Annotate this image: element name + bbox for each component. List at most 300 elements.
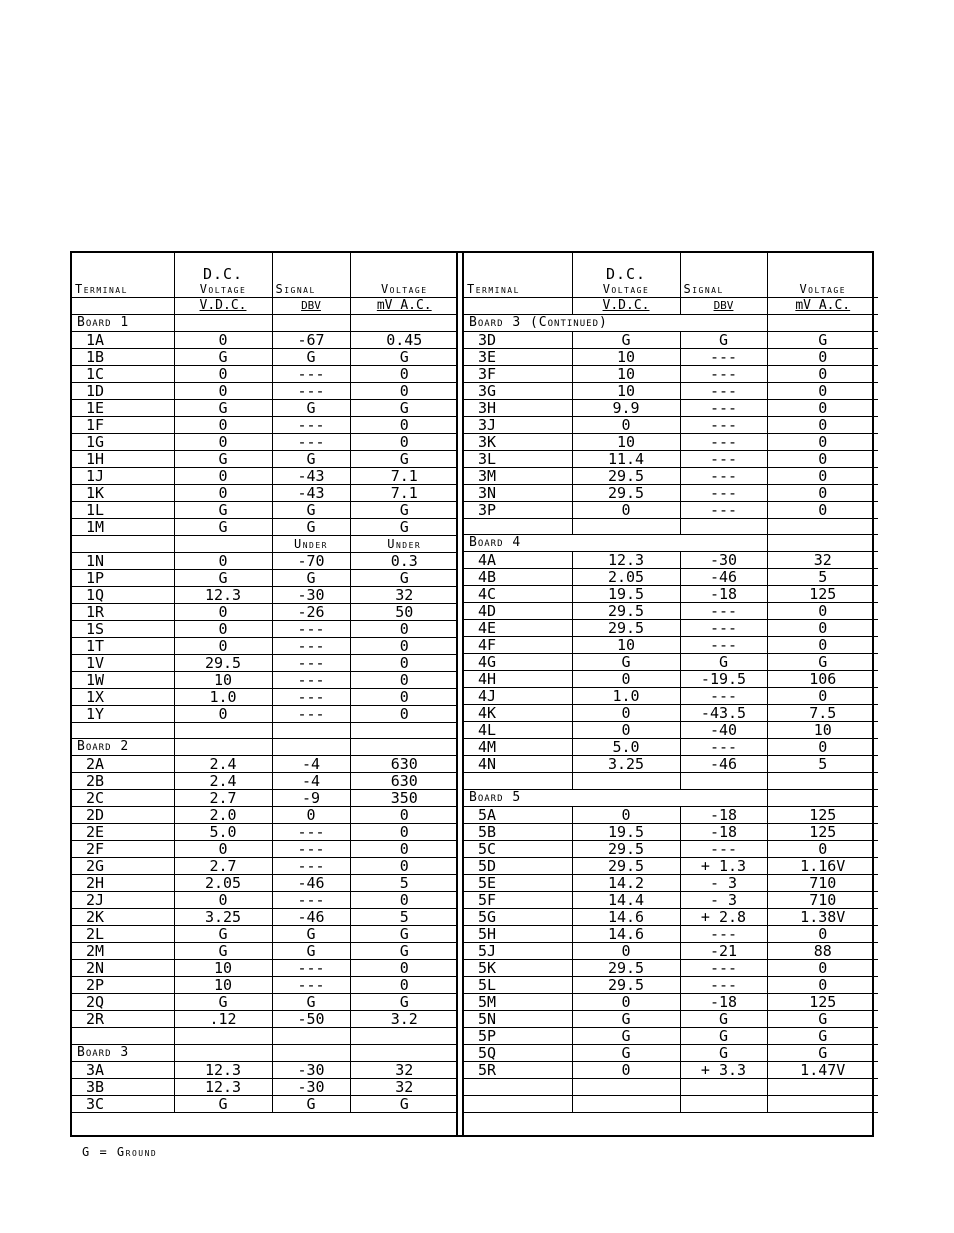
table-row <box>72 790 458 807</box>
terminal-cell: 4N <box>464 756 572 773</box>
terminal-cell: 1N <box>72 552 174 569</box>
signal-cell: -43 <box>272 467 350 484</box>
dc-voltage-cell: 0 <box>174 331 272 348</box>
dc-voltage-cell: 29.5 <box>572 977 680 994</box>
terminal-cell: 5B <box>464 824 572 841</box>
signal-cell: - 3 <box>680 875 767 892</box>
ac-voltage-cell <box>767 1079 878 1096</box>
signal-cell: --- <box>272 416 350 433</box>
terminal-cell: 2F <box>72 841 174 858</box>
ac-voltage-cell: 7.1 <box>350 484 458 501</box>
signal-cell: + 2.8 <box>680 909 767 926</box>
terminal-cell: 1J <box>72 467 174 484</box>
table-row <box>464 688 878 705</box>
signal-cell: --- <box>680 841 767 858</box>
board-label: Board 3 <box>72 1045 174 1062</box>
ac-voltage-cell: 0 <box>350 705 458 722</box>
signal-cell: -18 <box>680 994 767 1011</box>
signal-cell: --- <box>680 977 767 994</box>
terminal-cell: 5E <box>464 875 572 892</box>
dc-voltage-cell <box>174 722 272 739</box>
dc-voltage-cell: 29.5 <box>572 841 680 858</box>
dc-voltage-cell: 2.7 <box>174 858 272 875</box>
table-row <box>464 960 878 977</box>
ac-voltage-cell: 0 <box>350 807 458 824</box>
dc-voltage-cell: 0 <box>572 1062 680 1079</box>
table-row <box>464 365 878 382</box>
ac-voltage-cell: 0 <box>767 467 878 484</box>
ac-voltage-cell: 125 <box>767 807 878 824</box>
dc-voltage-cell: 29.5 <box>174 654 272 671</box>
table-row <box>72 450 458 467</box>
voltage-header: Voltage <box>350 253 458 297</box>
ac-voltage-cell: 0 <box>767 501 878 518</box>
ac-voltage-cell: 0 <box>350 365 458 382</box>
dc-voltage-cell <box>572 1096 680 1113</box>
dc-voltage-cell: 0 <box>572 722 680 739</box>
terminal-cell: 3E <box>464 348 572 365</box>
terminal-cell: 1F <box>72 416 174 433</box>
signal-cell: --- <box>680 620 767 637</box>
terminal-cell: 2H <box>72 875 174 892</box>
signal-cell: -70 <box>272 552 350 569</box>
table-row <box>72 1096 458 1113</box>
ac-voltage-cell: G <box>767 1011 878 1028</box>
dc-voltage-cell: 10 <box>174 671 272 688</box>
ac-voltage-cell: 0 <box>767 450 878 467</box>
ac-voltage-cell: G <box>350 399 458 416</box>
dc-voltage-cell: 14.4 <box>572 892 680 909</box>
terminal-cell: 2G <box>72 858 174 875</box>
table-row <box>464 1096 878 1113</box>
table-row <box>72 467 458 484</box>
terminal-cell: 1V <box>72 654 174 671</box>
signal-cell: --- <box>680 603 767 620</box>
signal-cell: --- <box>272 892 350 909</box>
terminal-cell: 2N <box>72 960 174 977</box>
dc-voltage-cell: 0 <box>174 841 272 858</box>
ac-voltage-cell: G <box>350 518 458 535</box>
table-row <box>72 858 458 875</box>
table-row <box>72 552 458 569</box>
dc-voltage-cell: 0 <box>174 416 272 433</box>
ac-voltage-cell: G <box>350 1096 458 1113</box>
terminal-cell: 3L <box>464 450 572 467</box>
table-row <box>464 875 878 892</box>
dc-voltage-cell: 19.5 <box>572 586 680 603</box>
table-row <box>464 637 878 654</box>
terminal-cell <box>72 535 174 552</box>
signal-cell: --- <box>272 977 350 994</box>
terminal-cell: 1W <box>72 671 174 688</box>
signal-cell: G <box>272 348 350 365</box>
signal-cell: G <box>680 1045 767 1062</box>
table-row <box>72 977 458 994</box>
ac-voltage-cell <box>350 722 458 739</box>
signal-cell: - 3 <box>680 892 767 909</box>
dc-voltage-cell <box>174 1028 272 1045</box>
dc-voltage-cell: 10 <box>572 382 680 399</box>
signal-cell: --- <box>680 433 767 450</box>
signal-cell: -30 <box>272 586 350 603</box>
ac-voltage-cell: 0 <box>350 977 458 994</box>
table-row <box>72 756 458 773</box>
signal-header: Signal <box>680 253 767 297</box>
dc-voltage-cell: 14.6 <box>572 926 680 943</box>
table-row <box>72 399 458 416</box>
signal-cell: --- <box>680 399 767 416</box>
terminal-cell: 2R <box>72 1011 174 1028</box>
table-row <box>464 467 878 484</box>
ac-voltage-cell: 7.1 <box>350 467 458 484</box>
dc-voltage-cell <box>174 535 272 552</box>
terminal-cell: 4G <box>464 654 572 671</box>
dc-voltage-cell: G <box>174 450 272 467</box>
dc-voltage-cell: 9.9 <box>572 399 680 416</box>
table-row <box>72 654 458 671</box>
dc-voltage-cell: 10 <box>174 977 272 994</box>
dc-voltage-cell: 0 <box>174 467 272 484</box>
ac-voltage-cell: 5 <box>350 875 458 892</box>
terminal-cell: 1G <box>72 433 174 450</box>
dc-voltage-cell: 5.0 <box>572 739 680 756</box>
ac-voltage-cell: 5 <box>767 756 878 773</box>
table-row <box>72 773 458 790</box>
ac-voltage-cell: 0 <box>350 671 458 688</box>
ac-voltage-cell: 32 <box>350 1079 458 1096</box>
signal-cell: --- <box>272 382 350 399</box>
ac-voltage-cell: 0 <box>350 960 458 977</box>
terminal-cell: 5F <box>464 892 572 909</box>
ac-voltage-cell: G <box>767 1028 878 1045</box>
ac-voltage-cell <box>767 518 878 535</box>
board-section-row <box>464 790 878 807</box>
signal-cell: -67 <box>272 331 350 348</box>
dc-voltage-cell: G <box>174 348 272 365</box>
signal-cell: --- <box>272 365 350 382</box>
dbv-unit: DBV <box>272 297 350 314</box>
signal-cell: -46 <box>680 756 767 773</box>
dc-voltage-cell: G <box>174 518 272 535</box>
terminal-cell: 5L <box>464 977 572 994</box>
dc-voltage-cell: 12.3 <box>572 552 680 569</box>
ac-voltage-cell: 0 <box>350 841 458 858</box>
signal-cell: G <box>680 654 767 671</box>
signal-cell: -40 <box>680 722 767 739</box>
table-row <box>464 552 878 569</box>
terminal-cell: 4H <box>464 671 572 688</box>
dc-voltage-cell: 3.25 <box>572 756 680 773</box>
terminal-cell: 2Q <box>72 994 174 1011</box>
terminal-cell <box>464 1079 572 1096</box>
dc-voltage-cell: 0 <box>174 637 272 654</box>
table-row <box>464 858 878 875</box>
signal-cell: G <box>272 569 350 586</box>
terminal-cell: 5J <box>464 943 572 960</box>
terminal-cell: 1X <box>72 688 174 705</box>
signal-cell <box>680 773 767 790</box>
table-row <box>464 1062 878 1079</box>
mvac-unit: mV A.C. <box>350 297 458 314</box>
table-row <box>72 501 458 518</box>
table-row <box>72 909 458 926</box>
table-row <box>464 620 878 637</box>
ac-voltage-cell: 710 <box>767 892 878 909</box>
dc-voltage-cell: 10 <box>572 365 680 382</box>
terminal-cell: 3F <box>464 365 572 382</box>
voltage-table <box>70 251 874 1137</box>
table-row <box>464 722 878 739</box>
ac-voltage-cell: 0 <box>767 960 878 977</box>
table-row <box>464 671 878 688</box>
board-label: Board 3 (Continued) <box>464 314 767 331</box>
ac-voltage-cell: 0 <box>767 365 878 382</box>
ac-voltage-cell: 0 <box>767 739 878 756</box>
ac-voltage-cell: G <box>350 450 458 467</box>
ac-voltage-cell: Under <box>350 535 458 552</box>
table-row <box>464 399 878 416</box>
dc-voltage-cell: 0 <box>572 705 680 722</box>
signal-cell: -30 <box>680 552 767 569</box>
table-row <box>464 569 878 586</box>
dc-voltage-cell: 29.5 <box>572 603 680 620</box>
board-section-row <box>464 535 878 552</box>
signal-cell: -26 <box>272 603 350 620</box>
table-right-half <box>462 253 876 1135</box>
signal-cell: G <box>272 518 350 535</box>
terminal-cell: 5G <box>464 909 572 926</box>
signal-cell: --- <box>680 501 767 518</box>
ac-voltage-cell: G <box>350 926 458 943</box>
dc-voltage-cell: 2.7 <box>174 790 272 807</box>
dc-voltage-header: D.C. Voltage <box>174 253 272 297</box>
dc-voltage-cell: 2.0 <box>174 807 272 824</box>
dc-voltage-cell: G <box>174 926 272 943</box>
table-row <box>464 892 878 909</box>
table-row <box>72 960 458 977</box>
ac-voltage-cell: G <box>350 501 458 518</box>
table-row <box>464 382 878 399</box>
table-row <box>464 841 878 858</box>
table-row <box>72 365 458 382</box>
terminal-cell: 4E <box>464 620 572 637</box>
dc-voltage-cell: 11.4 <box>572 450 680 467</box>
dc-voltage-cell: 3.25 <box>174 909 272 926</box>
ac-voltage-cell: 0 <box>350 688 458 705</box>
signal-cell: G <box>680 1028 767 1045</box>
signal-cell: G <box>680 331 767 348</box>
ac-voltage-cell: 0 <box>767 926 878 943</box>
terminal-cell: 4A <box>464 552 572 569</box>
signal-cell: --- <box>680 348 767 365</box>
dc-voltage-header: D.C. Voltage <box>572 253 680 297</box>
ac-voltage-cell: 32 <box>767 552 878 569</box>
table-row <box>464 739 878 756</box>
table-row <box>464 518 878 535</box>
ac-voltage-cell: 0 <box>350 433 458 450</box>
table-row <box>464 450 878 467</box>
terminal-cell: 3C <box>72 1096 174 1113</box>
signal-cell: --- <box>680 960 767 977</box>
signal-cell: --- <box>272 671 350 688</box>
terminal-cell: 1Y <box>72 705 174 722</box>
table-row <box>464 484 878 501</box>
terminal-cell: 2E <box>72 824 174 841</box>
signal-cell: --- <box>272 654 350 671</box>
signal-cell <box>272 1028 350 1045</box>
mvac-unit: mV A.C. <box>767 297 878 314</box>
dc-voltage-cell: 1.0 <box>174 688 272 705</box>
terminal-cell: 1E <box>72 399 174 416</box>
terminal-cell: 1R <box>72 603 174 620</box>
table-row <box>72 1079 458 1096</box>
terminal-cell <box>464 773 572 790</box>
table-row <box>72 382 458 399</box>
table-row <box>464 909 878 926</box>
left-table <box>72 253 458 1113</box>
dc-voltage-cell: G <box>174 501 272 518</box>
table-row <box>464 433 878 450</box>
ac-voltage-cell: 5 <box>350 909 458 926</box>
signal-cell: -30 <box>272 1062 350 1079</box>
vdc-unit: V.D.C. <box>572 297 680 314</box>
dc-voltage-cell: 14.2 <box>572 875 680 892</box>
table-row <box>464 994 878 1011</box>
signal-cell: + 3.3 <box>680 1062 767 1079</box>
signal-cell: -18 <box>680 586 767 603</box>
legend-note: G = Ground <box>82 1145 158 1159</box>
dc-voltage-cell: 0 <box>174 552 272 569</box>
dc-voltage-cell: G <box>572 331 680 348</box>
terminal-cell <box>464 518 572 535</box>
ac-voltage-cell: G <box>350 943 458 960</box>
dc-voltage-cell: 0 <box>572 994 680 1011</box>
table-row <box>72 807 458 824</box>
signal-cell: --- <box>272 637 350 654</box>
signal-cell: --- <box>680 739 767 756</box>
ac-voltage-cell: 0 <box>767 688 878 705</box>
dc-voltage-cell: 29.5 <box>572 620 680 637</box>
terminal-cell: 4J <box>464 688 572 705</box>
dc-voltage-cell: G <box>174 1096 272 1113</box>
signal-cell <box>680 518 767 535</box>
terminal-cell: 4F <box>464 637 572 654</box>
header-row <box>464 253 878 297</box>
terminal-cell: 2P <box>72 977 174 994</box>
ac-voltage-cell: 0 <box>350 654 458 671</box>
ac-voltage-cell <box>350 1028 458 1045</box>
terminal-cell: 3B <box>72 1079 174 1096</box>
signal-cell: --- <box>680 365 767 382</box>
table-row <box>464 1045 878 1062</box>
terminal-cell: 1C <box>72 365 174 382</box>
ac-voltage-cell: 125 <box>767 994 878 1011</box>
ac-voltage-cell: 50 <box>350 603 458 620</box>
terminal-cell <box>72 722 174 739</box>
right-table <box>464 253 878 1113</box>
terminal-cell: 3K <box>464 433 572 450</box>
terminal-cell: 2B <box>72 773 174 790</box>
table-row <box>72 603 458 620</box>
ac-voltage-cell: 10 <box>767 722 878 739</box>
table-row <box>464 807 878 824</box>
table-row <box>72 671 458 688</box>
signal-cell: --- <box>680 637 767 654</box>
ac-voltage-cell: 0 <box>767 348 878 365</box>
units-row <box>72 297 458 314</box>
dc-voltage-cell: .12 <box>174 1011 272 1028</box>
units-row <box>464 297 878 314</box>
dc-voltage-cell <box>572 773 680 790</box>
signal-cell: -43.5 <box>680 705 767 722</box>
dc-voltage-cell <box>572 518 680 535</box>
table-row <box>72 586 458 603</box>
terminal-cell: 3H <box>464 399 572 416</box>
terminal-cell: 5R <box>464 1062 572 1079</box>
signal-cell: --- <box>272 688 350 705</box>
signal-cell: G <box>272 994 350 1011</box>
dc-voltage-cell: G <box>174 943 272 960</box>
signal-cell: -50 <box>272 1011 350 1028</box>
dbv-unit: DBV <box>680 297 767 314</box>
terminal-cell: 3P <box>464 501 572 518</box>
ac-voltage-cell: 0 <box>350 892 458 909</box>
ac-voltage-cell: 0 <box>767 433 878 450</box>
signal-cell: -46 <box>272 875 350 892</box>
board-label: Board 5 <box>464 790 767 807</box>
header-row <box>72 253 458 297</box>
ac-voltage-cell: 106 <box>767 671 878 688</box>
terminal-cell: 5Q <box>464 1045 572 1062</box>
terminal-cell: 3N <box>464 484 572 501</box>
table-row <box>72 824 458 841</box>
table-row <box>72 688 458 705</box>
dc-voltage-cell: 0 <box>572 807 680 824</box>
ac-voltage-cell: 0 <box>350 637 458 654</box>
signal-cell: -43 <box>272 484 350 501</box>
terminal-cell: 4L <box>464 722 572 739</box>
table-row <box>72 892 458 909</box>
terminal-cell: 4B <box>464 569 572 586</box>
signal-cell: --- <box>272 858 350 875</box>
signal-cell: --- <box>680 688 767 705</box>
table-row <box>72 926 458 943</box>
ac-voltage-cell: 0 <box>350 620 458 637</box>
ac-voltage-cell: 0 <box>767 841 878 858</box>
terminal-cell <box>464 1096 572 1113</box>
ac-voltage-cell: 1.16V <box>767 858 878 875</box>
signal-cell: --- <box>680 484 767 501</box>
terminal-header: Terminal <box>464 253 572 297</box>
signal-cell <box>680 1079 767 1096</box>
ac-voltage-cell: 32 <box>350 1062 458 1079</box>
terminal-cell: 1D <box>72 382 174 399</box>
signal-cell <box>680 1096 767 1113</box>
ac-voltage-cell: 0 <box>767 977 878 994</box>
signal-cell: + 1.3 <box>680 858 767 875</box>
terminal-cell: 2L <box>72 926 174 943</box>
table-row <box>72 943 458 960</box>
table-row <box>464 756 878 773</box>
table-row <box>464 603 878 620</box>
signal-cell: G <box>272 450 350 467</box>
terminal-cell: 4D <box>464 603 572 620</box>
terminal-cell: 2K <box>72 909 174 926</box>
terminal-cell: 3M <box>464 467 572 484</box>
dc-voltage-cell: 0 <box>572 416 680 433</box>
table-row <box>72 433 458 450</box>
dc-voltage-cell: 0 <box>572 501 680 518</box>
